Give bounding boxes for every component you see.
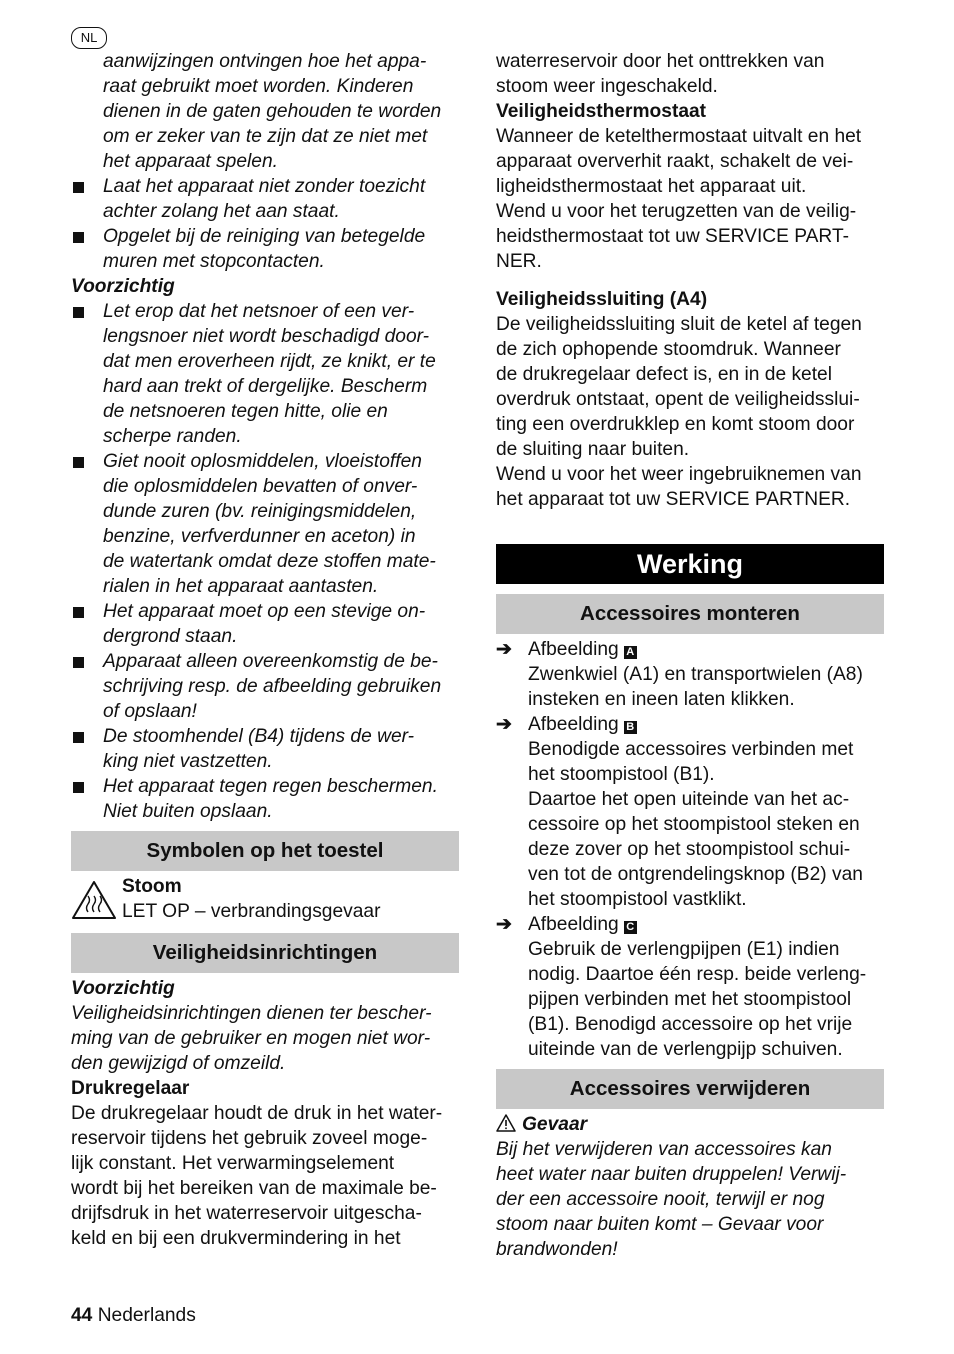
step-line: nodig. Daartoe één resp. beide verleng- [528, 964, 867, 985]
figure-badge: C [624, 921, 637, 934]
footer-language: Nederlands [97, 1305, 196, 1326]
safety-thermostat-text [496, 124, 884, 274]
step-line: deze zover op het stoompistool schui- [528, 839, 851, 860]
text-line: reservoir tijdens het gebruik zoveel moge- [71, 1128, 428, 1149]
step-line: ven tot de ontgrendelingsknop (B2) van [528, 864, 863, 885]
remove-accessories-heading: Accessoires verwijderen [496, 1069, 884, 1109]
step-line: cessoire op het stoompistool steken en [528, 814, 860, 835]
text-line: waterreservoir door het onttrekken van [496, 51, 825, 72]
step-line: pijpen verbinden met het stoompistool [528, 989, 852, 1010]
bullet-line: lengsnoer niet wordt beschadigd door- [103, 326, 430, 347]
danger-text [496, 1137, 884, 1262]
bullet-square-icon [73, 232, 84, 243]
bullet-square-icon [73, 607, 84, 618]
figure-badge: A [624, 646, 637, 659]
step-line: Gebruik de verlengpijpen (E1) indien [528, 939, 840, 960]
step-line: Zwenkwiel (A1) en transportwielen (A8) [528, 664, 863, 685]
bullet-square-icon [73, 307, 84, 318]
text-line: Wend u voor het weer ingebruiknemen van [496, 464, 862, 485]
bullet-line: Het apparaat tegen regen beschermen. [103, 776, 438, 797]
bullet-line: die oplosmiddelen bevatten of onver- [103, 476, 418, 497]
text-line: ming van de gebruiker en mogen niet wor- [71, 1028, 431, 1049]
text-line: Wanneer de ketelthermostaat uitvalt en het [496, 126, 862, 147]
safety-lock-heading: Veiligheidssluiting (A4) [496, 289, 708, 310]
page-footer [71, 1303, 196, 1328]
danger-heading-row [496, 1112, 884, 1137]
bullet-line: Apparaat alleen overeenkomstig de be- [103, 651, 438, 672]
bullet-line: de netsnoeren tegen hitte, olie en [103, 401, 388, 422]
bullet-line: De stoomhendel (B4) tijdens de wer- [103, 726, 415, 747]
figure-reference [528, 912, 884, 937]
figure-label: Afbeelding [528, 914, 619, 935]
text-line: NER. [496, 251, 542, 272]
safety-lock-text [496, 312, 884, 512]
bullet-line: muren met stopcontacten. [103, 251, 325, 272]
text-line: overdruk ontstaat, opent de veiligheidsslui- [496, 389, 860, 410]
bullet-item [71, 724, 459, 774]
text-line: stoom weer ingeschakeld. [496, 76, 718, 97]
text-line: Wend u voor het terugzetten van de veilig- [496, 201, 857, 222]
hot-steam-warning-icon [71, 880, 117, 920]
figure-label: Afbeelding [528, 639, 619, 660]
bullet-item [71, 174, 459, 224]
text-line: Bij het verwijderen van accessoires kan [496, 1139, 832, 1160]
step-line: uiteinde van de verlengpijp schuiven. [528, 1039, 843, 1060]
steam-symbol-row [71, 874, 459, 924]
caution-bullet-list [71, 299, 459, 824]
text-line: lijk constant. Het verwarmingselement [71, 1153, 395, 1174]
bullet-line: dergrond staan. [103, 626, 238, 647]
bullet-line: benzine, verfverdunner en aceton) in [103, 526, 416, 547]
mount-steps [496, 637, 884, 1062]
step-line: het stoompistool (B1). [528, 764, 715, 785]
bullet-square-icon [73, 657, 84, 668]
bullet-square-icon [73, 732, 84, 743]
continued-text [496, 49, 884, 99]
text-line: dienen in de gaten gehouden te worden [103, 101, 442, 122]
text-line: aanwijzingen ontvingen hoe het appa- [103, 51, 427, 72]
figure-reference [528, 637, 884, 662]
right-column [496, 49, 884, 1262]
text-line: om er zeker van te zijn dat ze niet met [103, 126, 428, 147]
bullet-line: of opslaan! [103, 701, 197, 722]
step-line: (B1). Benodigd accessoire op het vrije [528, 1014, 853, 1035]
steam-symbol-text: LET OP – verbrandingsgevaar [122, 901, 381, 922]
page-number: 44 [71, 1305, 93, 1326]
text-line: de drukregelaar defect is, en in de ketel [496, 364, 832, 385]
continued-warning-text [71, 49, 459, 174]
figure-reference [528, 712, 884, 737]
text-line: ligheidsthermostaat het apparaat uit. [496, 176, 807, 197]
figure-step [496, 637, 884, 712]
language-badge: NL [71, 27, 107, 49]
bullet-line: dat men eroverheen rijdt, ze knikt, er te [103, 351, 436, 372]
text-line: der een accessoire nooit, terwijl er nog [496, 1189, 825, 1210]
safety-devices-heading: Veiligheidsinrichtingen [71, 933, 459, 973]
arrow-right-icon: ➔ [496, 639, 513, 660]
danger-heading: Gevaar [522, 1114, 588, 1135]
symbols-section-heading: Symbolen op het toestel [71, 831, 459, 871]
bullet-line: Laat het apparaat niet zonder toezicht [103, 176, 426, 197]
step-line: Benodigde accessoires verbinden met [528, 739, 854, 760]
bullet-list [71, 174, 459, 274]
bullet-line: Opgelet bij de reiniging van betegelde [103, 226, 426, 247]
pressure-regulator-heading: Drukregelaar [71, 1078, 190, 1099]
bullet-line: scherpe randen. [103, 426, 242, 447]
operation-heading: Werking [496, 544, 884, 584]
text-line: de sluiting naar buiten. [496, 439, 690, 460]
bullet-line: hard aan trekt of dergelijke. Bescherm [103, 376, 428, 397]
step-line: Daartoe het open uiteinde van het ac- [528, 789, 850, 810]
arrow-right-icon: ➔ [496, 914, 513, 935]
text-line: heidsthermostaat tot uw SERVICE PART- [496, 226, 849, 247]
text-line: De veiligheidssluiting sluit de ketel af tegen [496, 314, 862, 335]
figure-label: Afbeelding [528, 714, 619, 735]
text-line: het apparaat spelen. [103, 151, 278, 172]
warning-triangle-icon [496, 1114, 516, 1132]
bullet-square-icon [73, 182, 84, 193]
bullet-line: king niet vastzetten. [103, 751, 273, 772]
text-line: wordt bij het bereiken van de maximale be- [71, 1178, 437, 1199]
text-line: De drukregelaar houdt de druk in het water- [71, 1103, 443, 1124]
bullet-line: schrijving resp. de afbeelding gebruiken [103, 676, 442, 697]
steam-symbol-title: Stoom [122, 876, 182, 897]
text-line: den gewijzigd of omzeild. [71, 1053, 286, 1074]
text-line: keld en bij een drukvermindering in het [71, 1228, 401, 1249]
bullet-line: achter zolang het aan staat. [103, 201, 340, 222]
text-line: stoom naar buiten komt – Gevaar voor [496, 1214, 824, 1235]
mount-accessories-heading: Accessoires monteren [496, 594, 884, 634]
bullet-line: de watertank omdat deze stoffen mate- [103, 551, 436, 572]
text-line: het apparaat tot uw SERVICE PARTNER. [496, 489, 851, 510]
bullet-square-icon [73, 457, 84, 468]
text-line: heet water naar buiten druppelen! Verwij- [496, 1164, 847, 1185]
bullet-item [71, 299, 459, 449]
figure-badge: B [624, 721, 637, 734]
bullet-item [71, 774, 459, 824]
caution-heading-2: Voorzichtig [71, 978, 175, 999]
bullet-square-icon [73, 782, 84, 793]
bullet-item [71, 599, 459, 649]
text-line: ting een overdrukklep en komt stoom door [496, 414, 855, 435]
text-line: apparaat oververhit raakt, schakelt de vei- [496, 151, 854, 172]
bullet-item [71, 224, 459, 274]
arrow-right-icon: ➔ [496, 714, 513, 735]
figure-step [496, 912, 884, 1062]
bullet-line: Let erop dat het netsnoer of een ver- [103, 301, 415, 322]
bullet-line: Het apparaat moet op een stevige on- [103, 601, 426, 622]
text-line: drijfsdruk in het waterreservoir uitgescha- [71, 1203, 422, 1224]
bullet-line: Giet nooit oplosmiddelen, vloeistoffen [103, 451, 422, 472]
bullet-line: Niet buiten opslaan. [103, 801, 273, 822]
caution-text [71, 1001, 459, 1076]
left-column [71, 49, 459, 1251]
bullet-line: dunde zuren (bv. reinigingsmiddelen, [103, 501, 417, 522]
text-line: de zich ophopende stoomdruk. Wanneer [496, 339, 841, 360]
bullet-item [71, 449, 459, 599]
bullet-item [71, 649, 459, 724]
step-line: insteken en ineen laten klikken. [528, 689, 795, 710]
text-line: Veiligheidsinrichtingen dienen ter bescher- [71, 1003, 432, 1024]
text-line: brandwonden! [496, 1239, 618, 1260]
safety-thermostat-heading: Veiligheidsthermostaat [496, 101, 707, 122]
step-line: het stoompistool vastklikt. [528, 889, 747, 910]
bullet-line: rialen in het apparaat aantasten. [103, 576, 379, 597]
text-line: raat gebruikt moet worden. Kinderen [103, 76, 414, 97]
pressure-regulator-text [71, 1101, 459, 1251]
caution-heading: Voorzichtig [71, 276, 175, 297]
figure-step [496, 712, 884, 912]
